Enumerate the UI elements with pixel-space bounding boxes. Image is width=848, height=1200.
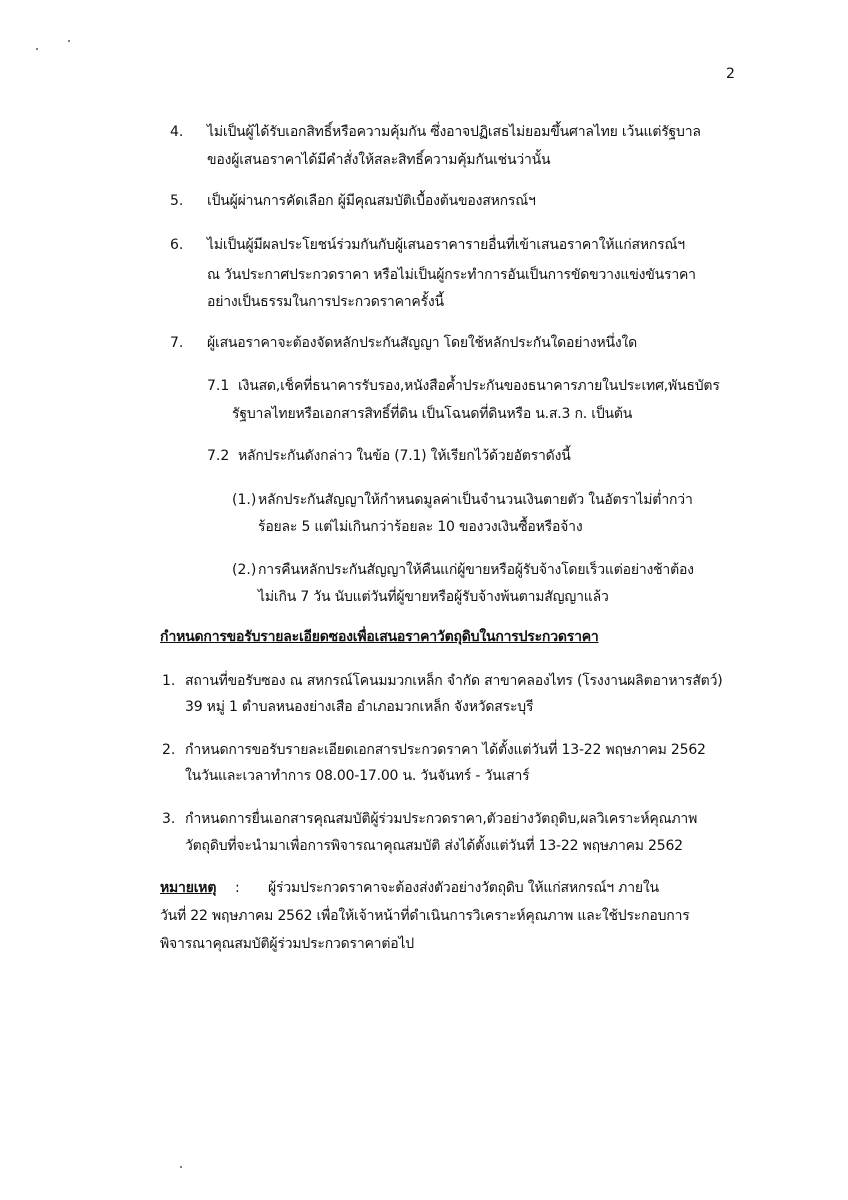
sub-item-line: รัฐบาลไทยหรือเอกสารสิทธิ์ที่ดิน เป็นโฉนดที่ดินหรือ น.ส.3 ก. เป็นต้น <box>232 406 633 422</box>
section-heading: กำหนดการขอรับรายละเอียดซองเพื่อเสนอราคาวัตถุดิบในการประกวดราคา <box>160 629 599 645</box>
scan-speck <box>36 48 38 50</box>
schedule-number: 2. <box>162 742 176 758</box>
sub-sub-item-number: (2.) <box>232 562 257 578</box>
schedule-line: สถานที่ขอรับซอง ณ สหกรณ์โคนมมวกเหล็ก จำกัด สาขาคลองไทร (โรงงานผลิตอาหารสัตว์) <box>185 673 723 689</box>
sub-item-line: เงินสด,เช็คที่ธนาคารรับรอง,หนังสือค้ำประกันของธนาคารภายในประเทศ,พันธบัตร <box>238 378 720 394</box>
item-number: 7. <box>170 335 184 351</box>
scan-speck <box>68 40 70 42</box>
item-line: ไม่เป็นผู้มีผลประโยชน์ร่วมกันกับผู้เสนอราคารายอื่นที่เข้าเสนอราคาให้แก่สหกรณ์ฯ <box>207 237 685 253</box>
item-line: อย่างเป็นธรรมในการประกวดราคาครั้งนี้ <box>207 294 444 310</box>
note-colon: : <box>235 880 240 896</box>
schedule-line: กำหนดการขอรับรายละเอียดเอกสารประกวดราคา ได้ตั้งแต่วันที่ 13-22 พฤษภาคม 2562 <box>185 742 706 758</box>
item-line: ผู้เสนอราคาจะต้องจัดหลักประกันสัญญา โดยใช้หลักประกันใดอย่างหนึ่งใด <box>207 335 638 351</box>
item-line: ไม่เป็นผู้ได้รับเอกสิทธิ์หรือความคุ้มกัน ซึ่งอาจปฏิเสธไม่ยอมขึ้นศาลไทย เว้นแต่รัฐบาล <box>207 124 701 140</box>
schedule-line: วัตถุดิบที่จะนำมาเพื่อการพิจารณาคุณสมบัติ ส่งได้ตั้งแต่วันที่ 13-22 พฤษภาคม 2562 <box>185 838 683 854</box>
sub-item-number: 7.1 <box>207 378 230 394</box>
sub-item-number: 7.2 <box>207 448 230 464</box>
page-number: 2 <box>726 66 735 82</box>
note-line: พิจารณาคุณสมบัติผู้ร่วมประกวดราคาต่อไป <box>160 936 414 952</box>
item-line: เป็นผู้ผ่านการคัดเลือก ผู้มีคุณสมบัติเบื้องต้นของสหกรณ์ฯ <box>207 193 536 209</box>
schedule-line: กำหนดการยื่นเอกสารคุณสมบัติผู้ร่วมประกวดราคา,ตัวอย่างวัตถุดิบ,ผลวิเคราะห์คุณภาพ <box>185 811 698 827</box>
item-line: ของผู้เสนอราคาได้มีคำสั่งให้สละสิทธิ์ความคุ้มกันเช่นว่านั้น <box>207 152 551 168</box>
note-line: ผู้ร่วมประกวดราคาจะต้องส่งตัวอย่างวัตถุดิบ ให้แก่สหกรณ์ฯ ภายใน <box>268 880 659 896</box>
item-number: 5. <box>170 193 184 209</box>
sub-sub-item-line: ร้อยละ 5 แต่ไม่เกินกว่าร้อยละ 10 ของวงเงินซื้อหรือจ้าง <box>258 519 583 535</box>
sub-sub-item-line: การคืนหลักประกันสัญญาให้คืนแก่ผู้ขายหรือผู้รับจ้างโดยเร็วแต่อย่างช้าต้อง <box>258 562 694 578</box>
sub-sub-item-line: หลักประกันสัญญาให้กำหนดมูลค่าเป็นจำนวนเงินตายตัว ในอัตราไม่ต่ำกว่า <box>258 492 693 508</box>
schedule-number: 1. <box>162 673 176 689</box>
item-number: 6. <box>170 237 184 253</box>
sub-sub-item-number: (1.) <box>232 492 257 508</box>
item-line: ณ วันประกาศประกวดราคา หรือไม่เป็นผู้กระทำการอันเป็นการขัดขวางแข่งขันราคา <box>207 267 696 283</box>
item-number: 4. <box>170 124 184 140</box>
schedule-number: 3. <box>162 811 176 827</box>
schedule-line: ในวันและเวลาทำการ 08.00-17.00 น. วันจันทร์ - วันเสาร์ <box>185 768 530 784</box>
scan-speck <box>180 1166 182 1168</box>
note-line: วันที่ 22 พฤษภาคม 2562 เพื่อให้เจ้าหน้าที่ดำเนินการวิเคราะห์คุณภาพ และใช้ประกอบการ <box>160 908 690 924</box>
note-label: หมายเหตุ <box>160 880 217 896</box>
sub-item-line: หลักประกันดังกล่าว ในข้อ (7.1) ให้เรียกไว้ด้วยอัตราดังนี้ <box>238 448 571 464</box>
schedule-line: 39 หมู่ 1 ตำบลหนองย่างเสือ อำเภอมวกเหล็ก จังหวัดสระบุรี <box>185 699 534 715</box>
sub-sub-item-line: ไม่เกิน 7 วัน นับแต่วันที่ผู้ขายหรือผู้รับจ้างพ้นตามสัญญาแล้ว <box>258 589 609 605</box>
